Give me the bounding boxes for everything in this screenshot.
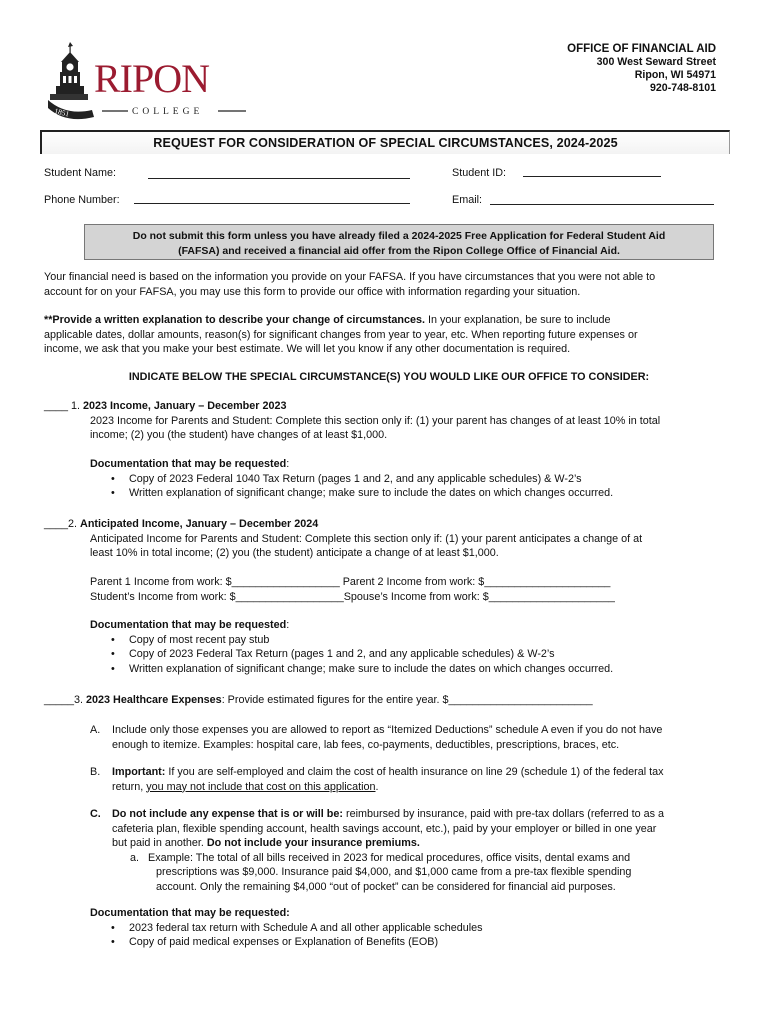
- section-1-documentation: [90, 457, 736, 501]
- office-title: OFFICE OF FINANCIAL AID: [567, 43, 716, 55]
- intro-line-1: Your financial need is based on the information you provide on your FAFSA. If you have circumstances that you were not able to: [44, 271, 656, 283]
- section-1-desc-1: 2023 Income for Parents and Student: Complete this section only if: (1) your parent has changes of at least 10% in total: [90, 414, 661, 427]
- explain-line-2: applicable dates, dollar amounts, reason(s) for significant changes from year to year, etc. When reporting future expenses or: [44, 328, 638, 341]
- item-a-line-2: enough to itemize. Examples: hospital care, lab fees, co-payments, deductibles, prescriptions, braces, etc.: [112, 738, 620, 751]
- section-2: [44, 517, 734, 561]
- student-name-label: Student Name:: [44, 167, 117, 179]
- section-1-desc-2: income; (2) you (the student) have changes of at least $1,000.: [90, 429, 388, 441]
- parent-income-line[interactable]: Parent 1 Income from work: $__________________ Parent 2 Income from work: $_____________________: [90, 576, 611, 588]
- item-c-line-3b: Do not include your insurance premiums.: [206, 837, 420, 849]
- item-a-line-1: Include only those expenses you are allowed to report as “Itemized Deductions” schedule A even if you do not have: [112, 724, 663, 736]
- section-3-doc-label: Documentation that may be requested:: [90, 907, 290, 919]
- item-c-label: C.: [90, 808, 101, 820]
- logo-name: RIPON: [94, 56, 210, 101]
- explain-line-3: income, we ask that you make your best estimate. We will let you know if any other documentation is required.: [44, 343, 571, 355]
- intro-paragraph: [44, 270, 734, 299]
- section-3-item-b: [90, 765, 736, 794]
- tower-icon: [50, 42, 88, 100]
- item-b-label: B.: [90, 766, 101, 778]
- item-b-line-1: If you are self-employed and claim the cost of health insurance on line 29 (schedule 1) of the federal tax: [165, 766, 664, 778]
- explanation-paragraph: [44, 313, 734, 357]
- student-name-field[interactable]: [148, 178, 410, 179]
- office-street: 300 West Seward Street: [596, 56, 716, 68]
- item-b-line-2a: return,: [112, 780, 147, 793]
- section-2-doc-colon: :: [286, 619, 290, 631]
- section-3-item-c: [90, 807, 736, 894]
- notice-line-1: Do not submit this form unless you have already filed a 2024-2025 Free Application for Federal Student Aid: [132, 230, 666, 242]
- explain-rest: In your explanation, be sure to include: [425, 314, 611, 326]
- notice-line-2: (FAFSA) and received a financial aid offer from the Ripon College Office of Financial Aid.: [178, 244, 620, 257]
- logo-sub: COLLEGE: [132, 107, 204, 117]
- form-title-bar: [40, 130, 730, 154]
- section-2-bullet: • Copy of most recent pay stub: [107, 633, 736, 648]
- phone-number-field[interactable]: [134, 203, 410, 204]
- section-3: [44, 693, 734, 708]
- example-line-2: prescriptions was $9,000. Insurance paid $4,000, and $1,000 came from a pre-tax flexible spending: [156, 866, 632, 878]
- item-c-line-1: reimbursed by insurance, paid with pre-tax dollars (referred to as a: [342, 808, 665, 820]
- section-1-doc-colon: :: [286, 458, 290, 470]
- section-3-item-a: [90, 723, 736, 752]
- section-2-title: Anticipated Income, January – December 2024: [80, 518, 319, 530]
- section-2-desc-2: least 10% in total income; (2) you (the student) anticipate a change of at least $1,000.: [90, 547, 499, 559]
- section-3-checkline[interactable]: _____3.: [44, 694, 87, 706]
- intro-line-2: account for on your FAFSA, you may use this form to provide our office with information regarding your situation.: [44, 285, 581, 298]
- student-id-field[interactable]: [523, 176, 661, 177]
- section-2-desc-1: Anticipated Income for Parents and Student: Complete this section only if: (1) your parent anticipates a change of at: [90, 532, 643, 545]
- section-2-bullet: • Written explanation of significant change; make sure to include the dates on which changes occurred.: [107, 662, 736, 677]
- example-line-1: Example: The total of all bills received in 2023 for medical procedures, office visits, dental exams and: [148, 851, 631, 864]
- item-b-line-2b: .: [375, 780, 379, 793]
- indicate-heading: INDICATE BELOW THE SPECIAL CIRCUMSTANCE(S) YOU WOULD LIKE OUR OFFICE TO CONSIDER:: [128, 371, 650, 383]
- student-id-label: Student ID:: [452, 167, 507, 179]
- section-3-bullet: • Copy of paid medical expenses or Explanation of Benefits (EOB): [107, 935, 736, 950]
- fafsa-notice-box: [84, 224, 714, 260]
- item-b-important: Important:: [112, 766, 166, 778]
- section-2-checkline[interactable]: ____2.: [44, 518, 81, 530]
- example-label: a.: [130, 851, 140, 864]
- section-1-checkline[interactable]: ____ 1.: [44, 400, 84, 412]
- email-label: Email:: [452, 194, 482, 206]
- section-2-bullet: • Copy of 2023 Federal Tax Return (pages 1 and 2, and any applicable schedules) & W-2’s: [107, 647, 736, 662]
- section-2-doc-label: Documentation that may be requested: [90, 619, 287, 631]
- explain-bold: **Provide a written explanation to describe your change of circumstances.: [44, 314, 426, 326]
- logo-year: 1851: [53, 106, 71, 119]
- section-1-title: 2023 Income, January – December 2023: [83, 400, 287, 412]
- item-c-line-2: cafeteria plan, flexible spending account, health savings account, etc.), paid by your employer or billed in one year: [112, 822, 657, 835]
- section-3-documentation: [90, 906, 736, 950]
- section-1-bullet: • Copy of 2023 Federal 1040 Tax Return (pages 1 and 2, and any applicable schedules) & W-2’s: [107, 472, 736, 487]
- section-3-bullet: • 2023 federal tax return with Schedule A and all other applicable schedules: [107, 921, 736, 936]
- office-city: Ripon, WI 54971: [634, 69, 716, 81]
- section-2-income-lines: [90, 575, 736, 604]
- phone-number-label: Phone Number:: [44, 194, 120, 206]
- section-1: [44, 399, 734, 443]
- ripon-college-logo: [46, 40, 252, 122]
- email-field[interactable]: [490, 204, 714, 205]
- office-phone: 920-748-8101: [650, 82, 716, 94]
- form-title: REQUEST FOR CONSIDERATION OF SPECIAL CIRCUMSTANCES, 2024-2025: [153, 136, 618, 150]
- section-1-doc-label: Documentation that may be requested: [90, 458, 287, 470]
- item-a-label: A.: [90, 724, 101, 736]
- office-address-block: [567, 43, 716, 95]
- item-b-line-2u: you may not include that cost on this application: [146, 780, 376, 793]
- example-line-3: account. Only the remaining $4,000 “out of pocket” can be considered for financial aid purposes.: [156, 880, 616, 893]
- item-c-bold: Do not include any expense that is or will be:: [112, 808, 343, 820]
- section-3-title: 2023 Healthcare Expenses: [86, 694, 222, 706]
- section-3-amount-line[interactable]: : Provide estimated figures for the entire year. $________________________: [221, 694, 593, 706]
- section-1-bullet: • Written explanation of significant change; make sure to include the dates on which changes occurred.: [107, 486, 736, 501]
- item-c-example: [130, 851, 736, 895]
- item-c-line-3a: but paid in another.: [112, 837, 207, 849]
- student-income-line[interactable]: Student’s Income from work: $__________________Spouse’s Income from work: $_____________________: [90, 590, 615, 603]
- section-2-documentation: [90, 618, 736, 676]
